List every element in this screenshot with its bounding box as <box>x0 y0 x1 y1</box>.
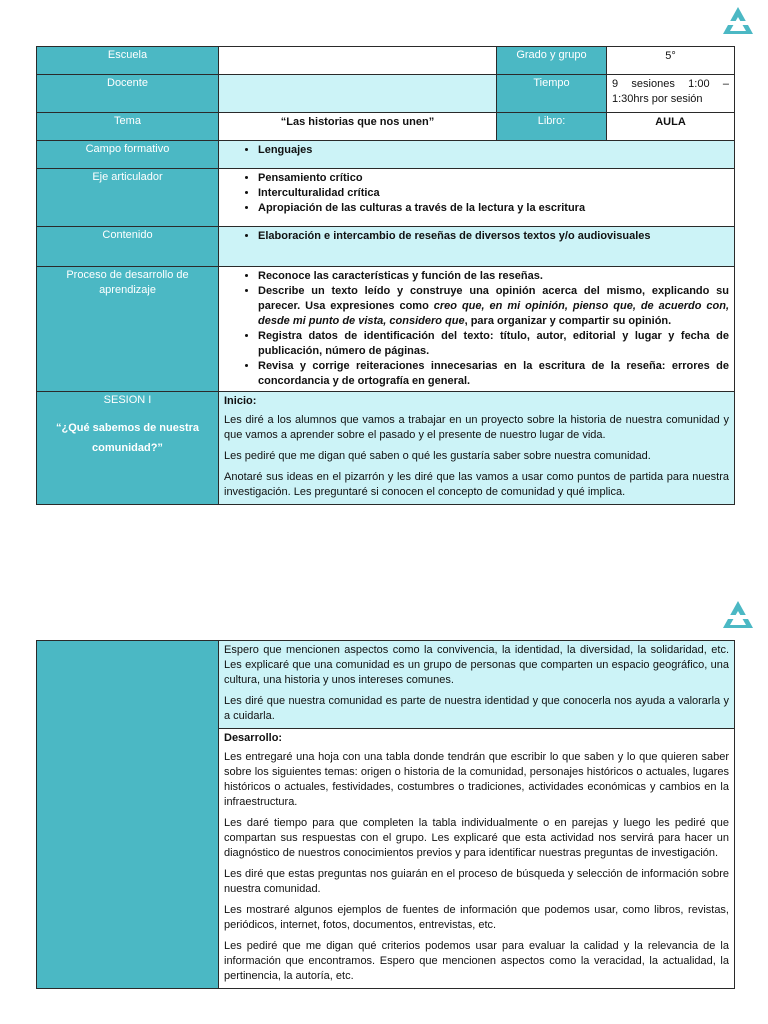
proceso-value <box>219 267 735 392</box>
inicio-paragraph: Anotaré sus ideas en el pizarrón y les diré que las vamos a usar como puntos de partida para nuestra investigación. Les preguntaré si conocen el concepto de comunidad y qué implica. <box>224 471 729 498</box>
proceso-expressions: creo que, en mi opinión, pienso que, de acuerdo con, desde mi punto de vista, considero que <box>258 300 729 327</box>
proceso-item: • Revisa y corrige reiteraciones innecesarias en la escritura de la reseña: errores de concordancia y de ortografía en general. <box>258 359 729 389</box>
inicio-continued <box>219 641 735 729</box>
sesion-inicio <box>219 392 735 505</box>
eje-item: • Pensamiento crítico <box>258 171 729 186</box>
lesson-plan-continuation-table <box>36 640 735 989</box>
contenido-value <box>219 227 735 267</box>
inicio-paragraph: Les diré a los alumnos que vamos a trabajar en un proyecto sobre la historia de nuestra comunidad y que vamos a aprender sobre el pasado y el presente de nuestro lugar de vida. <box>224 414 729 441</box>
sesion-title: SESION I <box>103 394 152 406</box>
eje-row <box>37 169 735 227</box>
eje-value <box>219 169 735 227</box>
libro-label: Libro: <box>497 113 607 141</box>
campo-label: Campo formativo <box>37 141 219 169</box>
eje-item: • Apropiación de las culturas a través de la lectura y la escritura <box>258 201 729 216</box>
proceso-item <box>258 284 729 329</box>
escuela-row <box>37 47 735 75</box>
desarrollo-heading: Desarrollo: <box>224 732 283 744</box>
docente-label: Docente <box>37 75 219 113</box>
lesson-plan-table <box>36 46 735 505</box>
sesion-row <box>37 392 735 505</box>
triangle-logo-icon <box>722 6 754 36</box>
inicio-paragraph: Les diré que nuestra comunidad es parte de nuestra identidad y que conocerla nos ayuda a valorarla y a cuidarla. <box>224 695 729 722</box>
eje-label: Eje articulador <box>37 169 219 227</box>
inicio-paragraph: Espero que mencionen aspectos como la convivencia, la identidad, la diversidad, la solidaridad, etc. Les explicaré que una comunidad es un grupo de personas que comparten un espacio geográfico, una cultura, una historia y unos intereses comunes. <box>224 644 729 686</box>
contenido-row <box>37 227 735 267</box>
proceso-row <box>37 267 735 392</box>
desarrollo-paragraph: Les entregaré una hoja con una tabla donde tendrán que escribir lo que saben y lo que quieren saber sobre los siguientes temas: origen o historia de la comunidad, personajes históricos o actuales, lugares históricos o actuales, festividades, costumbres o tradiciones, actividades económicas y cambios en la infraestructura. <box>224 751 729 808</box>
docente-value <box>219 75 497 113</box>
desarrollo-cell <box>219 729 735 989</box>
triangle-logo-icon <box>722 600 754 630</box>
proceso-text: , para organizar y compartir su opinión. <box>464 315 672 327</box>
tema-value: “Las historias que nos unen” <box>219 113 497 141</box>
inicio-paragraph: Les pediré que me digan qué saben o qué les gustaría saber sobre nuestra comunidad. <box>224 450 651 462</box>
sesion-label-cell <box>37 392 219 505</box>
escuela-value <box>219 47 497 75</box>
desarrollo-paragraph: Les pediré que me digan qué criterios podemos usar para evaluar la calidad y la relevancia de la información que encontramos. Espero que mencionen aspectos como la veracidad, la actualidad, la pertinencia, la autoría, etc. <box>224 940 729 982</box>
campo-item: • Lenguajes <box>258 143 729 158</box>
grado-value: 5° <box>607 47 735 75</box>
continuation-row <box>37 641 735 729</box>
desarrollo-paragraph: Les diré que estas preguntas nos guiarán en el proceso de búsqueda y selección de información sobre nuestra comunidad. <box>224 868 729 895</box>
proceso-label: Proceso de desarrollo de aprendizaje <box>37 267 219 392</box>
proceso-item: • Reconoce las características y función de las reseñas. <box>258 269 729 284</box>
eje-item: • Interculturalidad crítica <box>258 186 729 201</box>
tiempo-value: 9 sesiones 1:00 – 1:30hrs por sesión <box>607 75 735 113</box>
inicio-heading: Inicio: <box>224 395 257 407</box>
docente-row <box>37 75 735 113</box>
tema-row <box>37 113 735 141</box>
desarrollo-paragraph: Les daré tiempo para que completen la tabla individualmente o en parejas y luego les pediré que compartan sus respuestas con el grupo. Les explicaré que esta actividad nos servirá para hacer un diagnóstico de nuestros conocimientos previos y para identificar nuestras preguntas de investigación. <box>224 817 729 859</box>
campo-value <box>219 141 735 169</box>
continuation-label-cell <box>37 641 219 989</box>
contenido-item: • Elaboración e intercambio de reseñas de diversos textos y/o audiovisuales <box>258 229 729 244</box>
tiempo-label: Tiempo <box>497 75 607 113</box>
proceso-item: • Registra datos de identificación del texto: título, autor, editorial y lugar y fecha de publicación, número de páginas. <box>258 329 729 359</box>
campo-row <box>37 141 735 169</box>
contenido-label: Contenido <box>37 227 219 267</box>
proceso-text: Describe un texto leído y construye una opinión acerca del mismo, explicando su parecer. Usa expresiones como <box>258 285 729 312</box>
tema-label: Tema <box>37 113 219 141</box>
libro-value: AULA <box>607 113 735 141</box>
desarrollo-paragraph: Les mostraré algunos ejemplos de fuentes de información que podemos usar, como libros, revistas, periódicos, internet, fotos, documentos, entrevistas, etc. <box>224 904 729 931</box>
grado-label: Grado y grupo <box>497 47 607 75</box>
escuela-label: Escuela <box>37 47 219 75</box>
sesion-question: “¿Qué sabemos de nuestra comunidad?” <box>55 422 200 454</box>
